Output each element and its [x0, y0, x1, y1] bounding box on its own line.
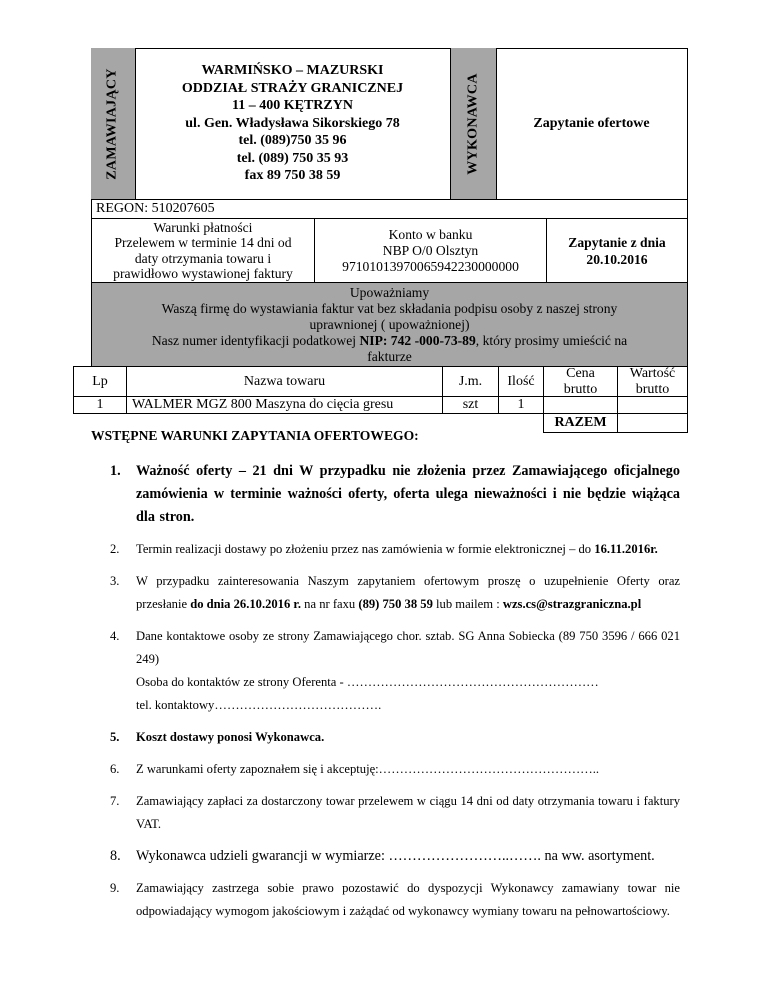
authorization-line-4: fakturze — [367, 348, 412, 364]
condition-3: 3. W przypadku zainteresowania Naszym zapytaniem ofertowym proszę o uzupełnienie Oferty oraz przesłanie do dnia 26.10.2016 r. na nr faxu (89) 750 38 59 lub mailem : wzs.cs@strazgraniczna.pl — [110, 574, 680, 611]
payment-line-2: daty otrzymania towaru i — [134, 250, 272, 266]
condition-9: 9. Zamawiający zastrzega sobie prawo pozostawić do dyspozycji Wykonawcy zamawiany towar nie odpowiadający wymogom jakościowym i zażądać od wykonawcy wymiany towaru na pełnowartościowy. — [110, 881, 680, 918]
request-date: 20.10.2016 — [586, 251, 648, 267]
condition-8: 8. Wykonawca udzieli gwarancji w wymiarze: ……………………..……. na ww. asortyment. — [110, 848, 655, 864]
conditions-heading: WSTĘPNE WARUNKI ZAPYTANIA OFERTOWEGO: — [91, 428, 419, 443]
org-line-5: tel. (089)750 35 96 — [238, 133, 347, 149]
acceptance-field[interactable]: Z warunkami oferty zapoznałem się i akceptuję:…………………………………………….. — [136, 762, 600, 776]
org-line-2: ODDZIAŁ STRAŻY GRANICZNEJ — [181, 80, 404, 96]
doc-title-cell — [495, 48, 688, 199]
condition-1: 1. Ważność oferty – 21 dni W przypadku nie złożenia przez Zamawiającego oficjalnego zamówienia w terminie ważności oferty, oferta ulega nieważności i nie będzie wiążąca dla stron. — [110, 463, 680, 525]
authorization-title: Upoważniamy — [349, 284, 430, 300]
tax-id-intro: Nasz numer identyfikacji podatkowej — [151, 332, 360, 348]
condition-4: 4. Dane kontaktowe osoby ze strony Zamawiającego chor. sztab. SG Anna Sobiecka (89 750 3596 / 666 021 249) Osoba do kontaktów ze strony Oferenta - …………………………………………………… tel. kontaktowy…………………………………. — [110, 625, 680, 717]
nip-number: NIP: 742 -000-73-89 — [359, 332, 476, 348]
bank-line-2: NBP O/0 Olsztyn — [382, 242, 479, 258]
condition-2: 2. Termin realizacji dostawy po złożeniu przez nas zamówienia w formie elektronicznej – do 16.11.2016r. — [110, 542, 658, 556]
condition-5: 5. Koszt dostawy ponosi Wykonawca. — [110, 730, 325, 744]
org-line-6: tel. (089) 750 35 93 — [236, 150, 349, 166]
payment-title: Warunki płatności — [153, 219, 253, 235]
col-header-value: Wartość brutto — [617, 366, 688, 397]
doc-title: Zapytanie ofertowe — [533, 115, 650, 131]
warranty-field[interactable]: Wykonawca udzieli gwarancji w wymiarze: ……………………..……. na ww. asortyment. — [136, 848, 655, 864]
fax-number: (89) 750 38 59 — [358, 597, 433, 611]
delivery-deadline: 16.11.2016r. — [594, 542, 658, 556]
col-header-name: Nazwa towaru — [126, 366, 443, 397]
regon-row — [91, 199, 688, 218]
offer-deadline: do dnia 26.10.2016 r. — [190, 597, 302, 611]
org-line-1: WARMIŃSKO – MAZURSKI — [201, 63, 384, 79]
row-1-jm: szt — [442, 396, 499, 414]
conditions-list — [110, 460, 680, 932]
col-header-lp: Lp — [73, 366, 127, 397]
regon: REGON: 510207605 — [96, 201, 215, 216]
authorization-line-1: Waszą firmę do wystawiania faktur vat bez składania podpisu osoby z naszej strony — [161, 300, 618, 316]
condition-2-text: Termin realizacji dostawy po złożeniu przez nas zamówienia w formie elektronicznej – do — [136, 542, 595, 556]
col-header-price: Cena brutto — [543, 366, 618, 397]
authorization-line-2: uprawnionej ( upoważnionej) — [309, 316, 470, 332]
col-header-jm: J.m. — [442, 366, 499, 397]
authorization-line-3 — [152, 333, 627, 349]
org-line-4: ul. Gen. Władysława Sikorskiego 78 — [185, 115, 400, 131]
total-value[interactable] — [617, 413, 688, 433]
zamawiajacy-label: ZAMAWIAJĄCY — [105, 67, 121, 180]
col-header-qty: Ilość — [498, 366, 544, 397]
payment-line-3: prawidłowo wystawionej faktury — [113, 266, 293, 281]
tax-id-note: , który prosimy umieścić na — [475, 332, 628, 348]
condition-6: 6. Z warunkami oferty zapoznałem się i akceptuję:…………………………………………….. — [110, 762, 600, 776]
condition-1-text: Ważność oferty – 21 dni W przypadku nie złożenia przez Zamawiającego oficjalnego zamówienia w terminie ważności oferty, oferta ulega nieważności i nie będzie wiążąca dla stron. — [136, 463, 680, 525]
condition-7: 7. Zamawiający zapłaci za dostarczony towar przelewem w ciągu 14 dni od daty otrzymania towaru i faktury VAT. — [110, 794, 680, 831]
zamawiajacy-label-cell — [91, 48, 136, 199]
email-address: wzs.cs@strazgraniczna.pl — [502, 597, 642, 611]
condition-3-text: W przypadku zainteresowania Naszym zapytaniem ofertowym proszę o uzupełnienie Oferty oraz przesłanie — [136, 574, 680, 611]
row-1-value[interactable] — [617, 396, 688, 414]
org-line-7: fax 89 750 38 59 — [244, 168, 341, 184]
request-date-cell — [546, 218, 688, 282]
payment-terms-cell — [91, 218, 315, 282]
bank-account-cell — [315, 218, 546, 282]
payment-line-1: Przelewem w terminie 14 dni od — [114, 235, 292, 250]
wykonawca-label-cell — [450, 48, 497, 199]
row-1-lp: 1 — [73, 396, 127, 414]
contact-bidder-field[interactable]: Osoba do kontaktów ze strony Oferenta - …………………………………………………… — [136, 675, 599, 689]
bank-account-number: 97101013970065942230000000 — [342, 258, 519, 274]
wykonawca-label: WYKONAWCA — [465, 72, 481, 175]
row-1-name: WALMER MGZ 800 Maszyna do cięcia gresu — [126, 396, 443, 414]
org-line-3: 11 – 400 KĘTRZYN — [232, 98, 353, 114]
total-label: RAZEM — [543, 413, 618, 433]
contact-phone-field[interactable]: tel. kontaktowy…………………………………. — [136, 698, 382, 712]
request-date-label: Zapytanie z dnia — [568, 234, 666, 250]
row-1-qty: 1 — [498, 396, 544, 414]
contact-orderer: Dane kontaktowe osoby ze strony Zamawiającego chor. sztab. SG Anna Sobiecka (89 750 3596 / 666 021 249) — [136, 629, 680, 666]
orderer-address — [135, 48, 450, 199]
bank-line-1: Konto w banku — [388, 226, 473, 242]
row-1-price[interactable] — [543, 396, 618, 414]
authorization-block — [91, 282, 688, 366]
